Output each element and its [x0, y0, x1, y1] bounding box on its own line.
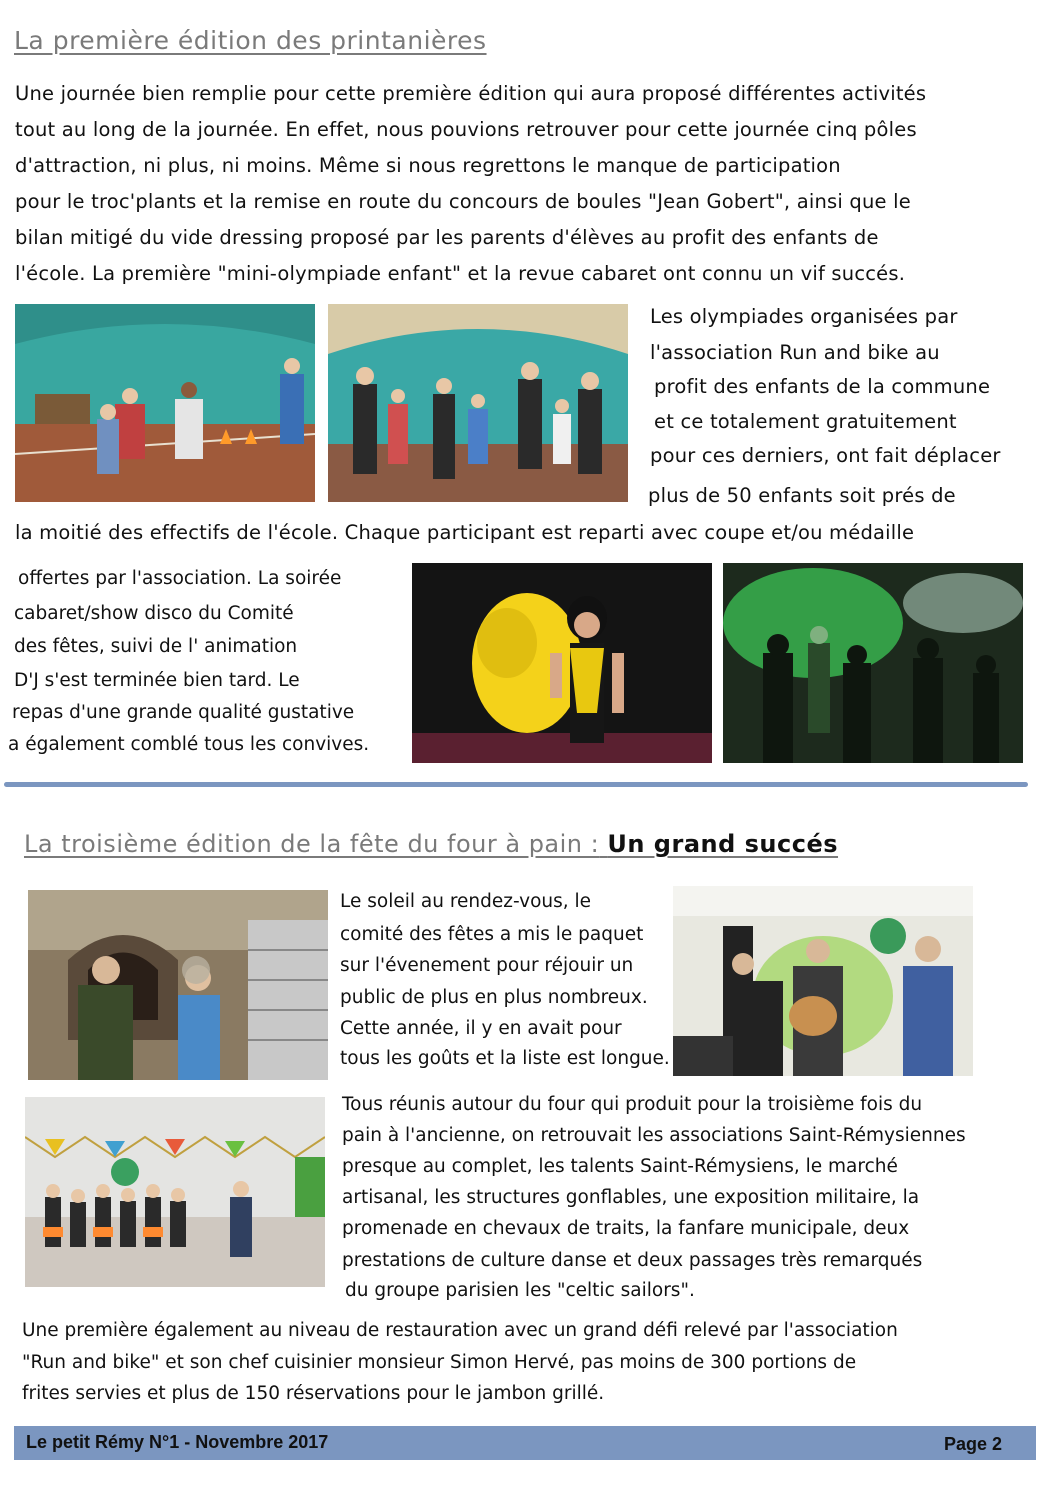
photo-musicians: [673, 886, 973, 1076]
olympics-line: pour ces derniers, ont fait déplacer: [650, 444, 1001, 467]
assoc-line: pain à l'ancienne, on retrouvait les associations Saint-Rémysiennes: [342, 1125, 966, 1146]
assoc-line: prestations de culture danse et deux passages très remarqués: [342, 1250, 923, 1271]
intro-line: l'école. La première "mini-olympiade enfant" et la revue cabaret ont connu un vif succés.: [15, 262, 906, 285]
page-footer: [14, 1426, 1036, 1460]
intro-line: d'attraction, ni plus, ni moins. Même si nous regrettons le manque de participation: [15, 154, 841, 177]
photo-dance-show: [25, 1097, 325, 1287]
assoc-line: du groupe parisien les "celtic sailors".: [345, 1280, 695, 1301]
intro-line: tout au long de la journée. En effet, nous pouvions retrouver pour cette journée cinq pôles: [15, 118, 917, 141]
sun-line: Le soleil au rendez-vous, le: [340, 891, 592, 912]
assoc-line: presque au complet, les talents Saint-Rémysiens, le marché: [342, 1156, 898, 1177]
resto-line: frites servies et plus de 150 réservations pour le jambon grillé.: [22, 1383, 605, 1404]
sun-line: tous les goûts et la liste est longue.: [340, 1048, 670, 1069]
full-width-line: la moitié des effectifs de l'école. Chaque participant est reparti avec coupe et/ou médaille: [15, 521, 915, 544]
assoc-line: Tous réunis autour du four qui produit pour la troisième fois du: [342, 1094, 923, 1115]
section1-title: La première édition des printanières: [14, 26, 487, 55]
section-divider: [4, 782, 1028, 787]
resto-line: "Run and bike" et son chef cuisinier monsieur Simon Hervé, pas moins de 300 portions de: [22, 1352, 857, 1373]
cabaret-line: offertes par l'association. La soirée: [18, 568, 342, 589]
intro-line: Une journée bien remplie pour cette première édition qui aura proposé différentes activités: [15, 82, 927, 105]
intro-line: bilan mitigé du vide dressing proposé par les parents d'élèves au profit des enfants de: [15, 226, 879, 249]
assoc-line: promenade en chevaux de traits, la fanfare municipale, deux: [342, 1218, 910, 1239]
cabaret-line: des fêtes, suivi de l' animation: [14, 636, 298, 657]
footer-publication: Le petit Rémy N°1 - Novembre 2017: [26, 1432, 329, 1452]
sun-line: comité des fêtes a mis le paquet: [340, 924, 644, 945]
cabaret-line: a également comblé tous les convives.: [8, 734, 370, 755]
assoc-line: artisanal, les structures gonflables, une exposition militaire, la: [342, 1187, 920, 1208]
photo-gym-dancing: [328, 304, 628, 502]
resto-line: Une première également au niveau de restauration avec un grand défi relevé par l'association: [22, 1320, 898, 1341]
sun-line: Cette année, il y en avait pour: [340, 1018, 622, 1039]
sun-line: sur l'évenement pour réjouir un: [340, 955, 634, 976]
olympics-line: profit des enfants de la commune: [654, 375, 991, 398]
photo-gym-children: [15, 304, 315, 502]
section2-title-main: La troisième édition de la fête du four à pain :: [24, 830, 600, 858]
photo-cabaret-dancer: [412, 563, 712, 763]
intro-line: pour le troc'plants et la remise en route du concours de boules "Jean Gobert", ainsi que le: [15, 190, 911, 213]
cabaret-line: D'J s'est terminée bien tard. Le: [14, 670, 300, 691]
olympics-line: et ce totalement gratuitement: [654, 410, 957, 433]
cabaret-line: cabaret/show disco du Comité: [14, 603, 294, 624]
photo-bread-oven: [28, 890, 328, 1080]
olympics-line: l'association Run and bike au: [650, 341, 940, 364]
sun-line: public de plus en plus nombreux.: [340, 987, 648, 1008]
olympics-line: plus de 50 enfants soit prés de: [648, 484, 956, 507]
section2-title-strong: Un grand succés: [607, 830, 839, 858]
photo-disco-party: [723, 563, 1023, 763]
section2-title: [24, 830, 838, 858]
footer-page-number: Page 2: [943, 1434, 1002, 1454]
olympics-line: Les olympiades organisées par: [650, 305, 958, 328]
cabaret-line: repas d'une grande qualité gustative: [12, 702, 355, 723]
